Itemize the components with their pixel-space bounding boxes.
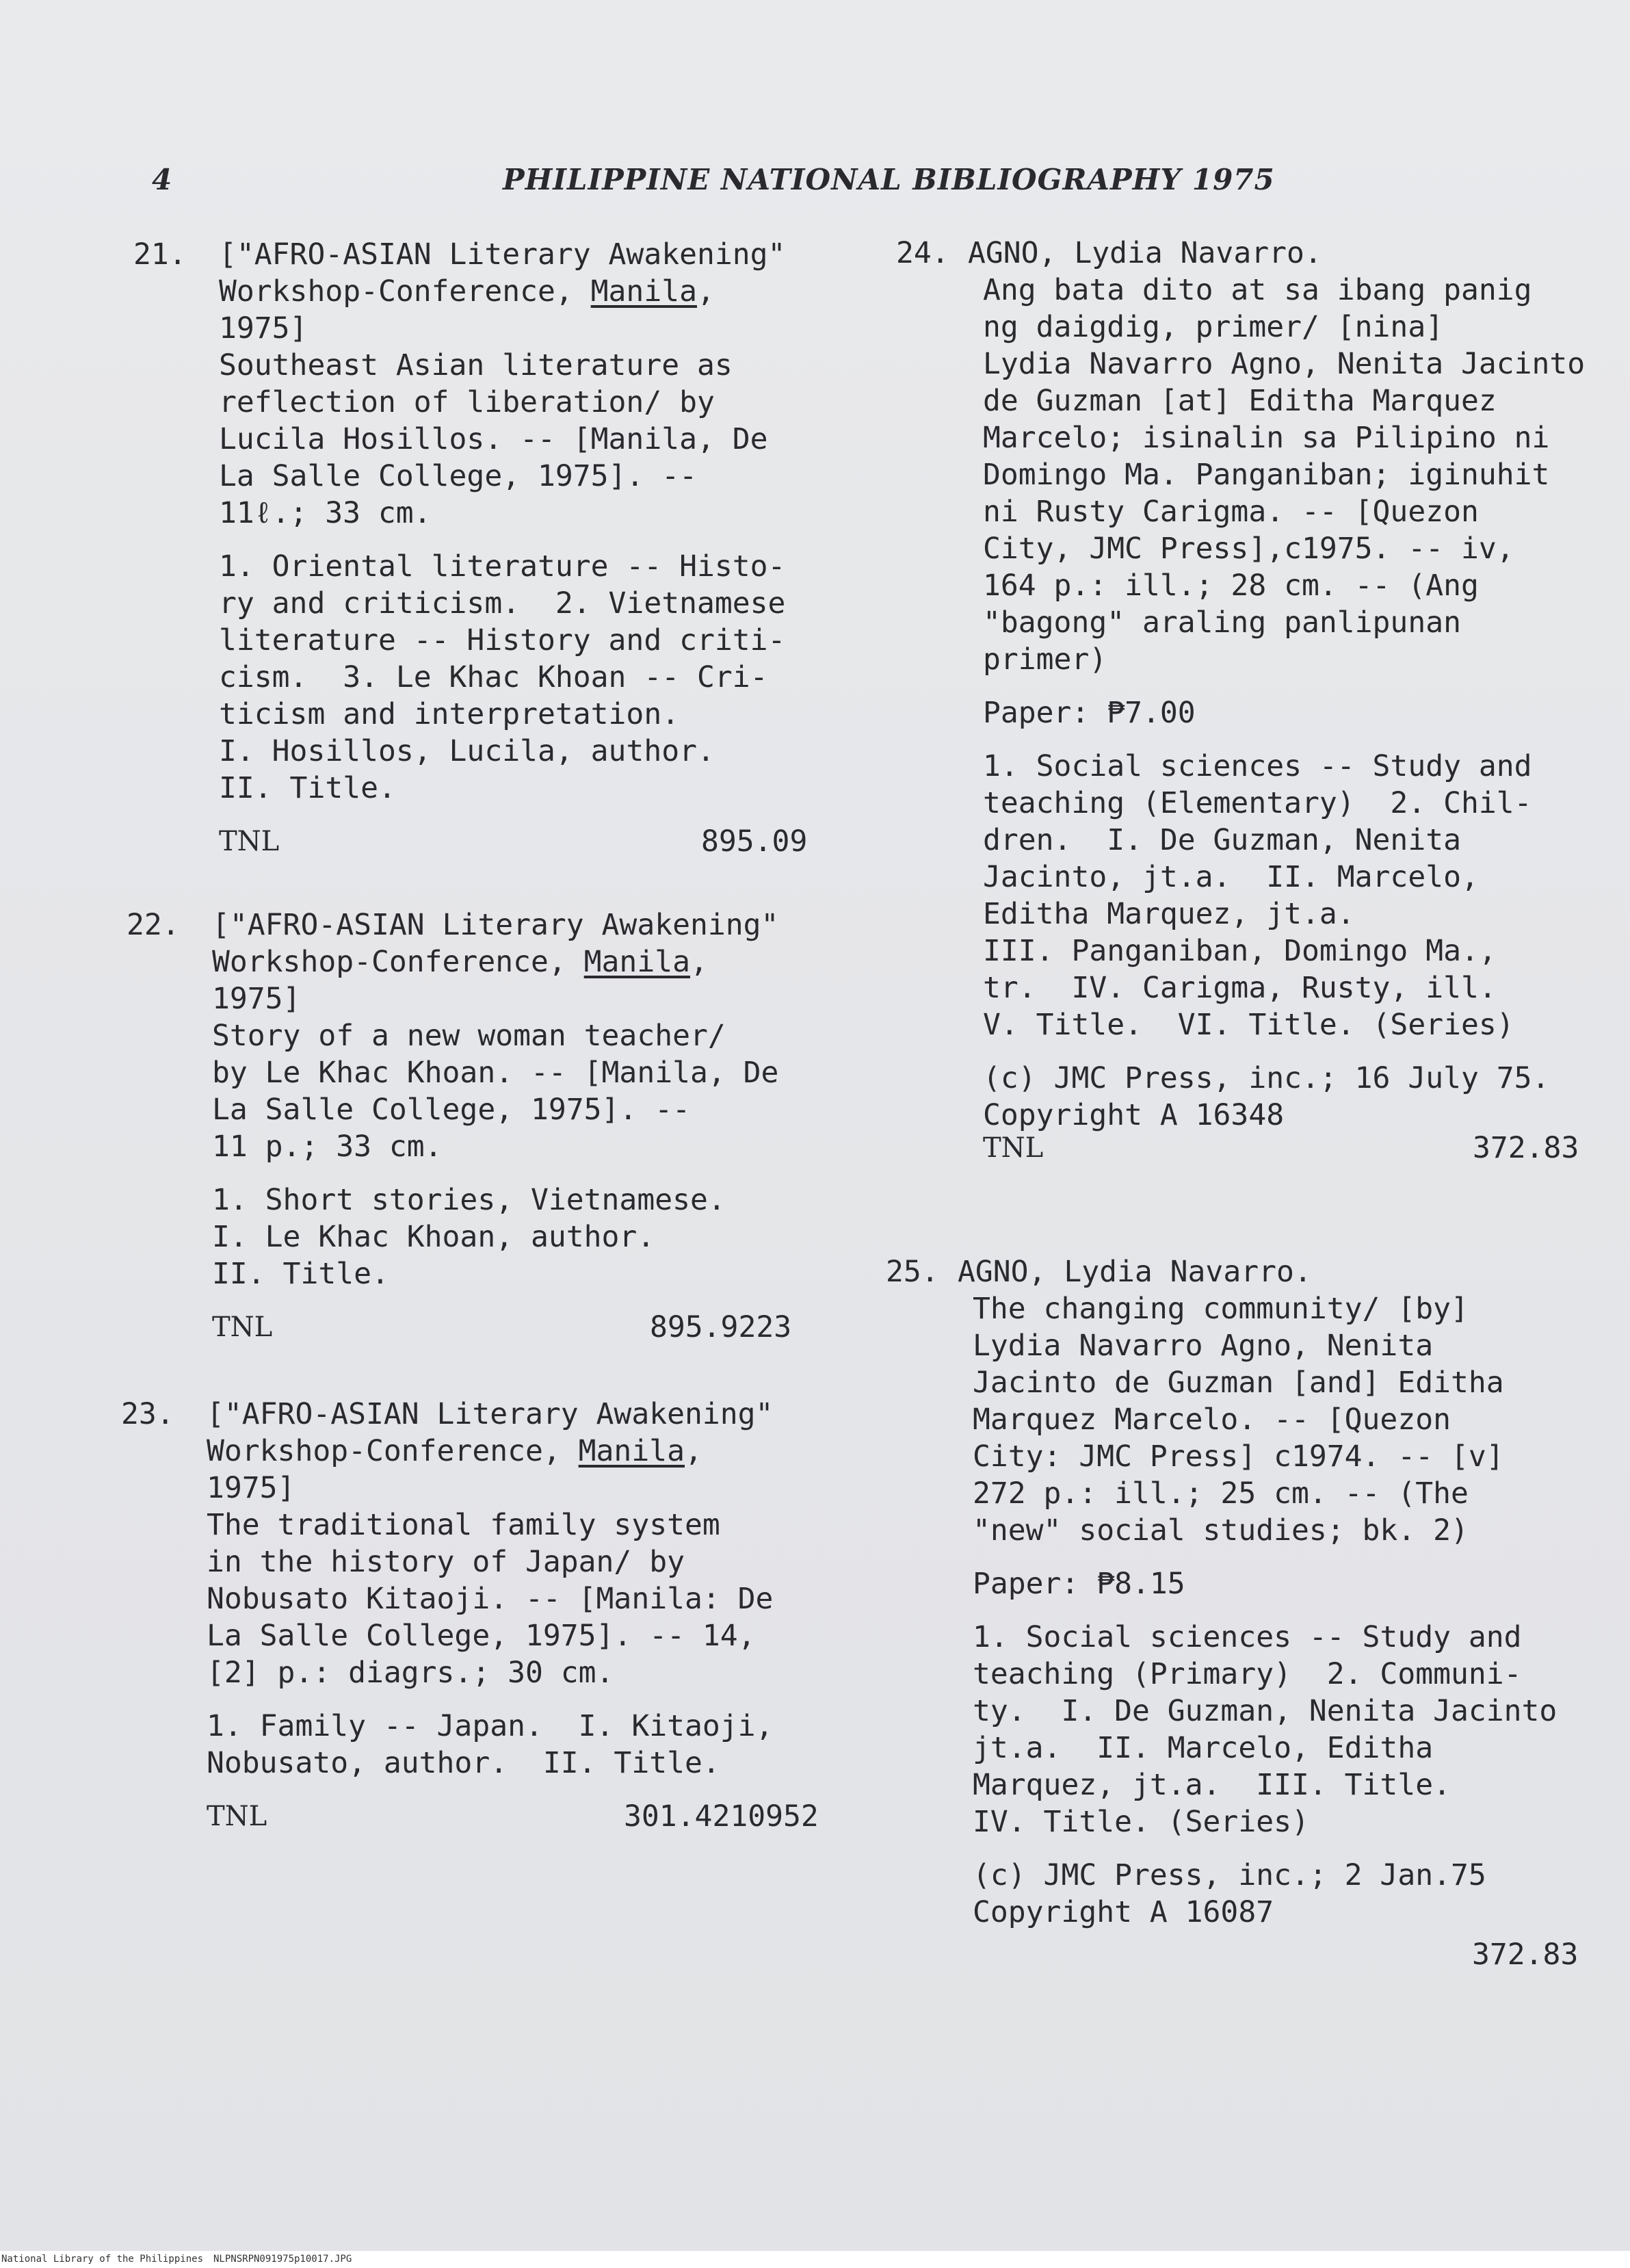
subject-line: I. Le Khac Khoan, author. <box>212 1220 655 1254</box>
call-number: 372.83 <box>1472 1938 1579 1972</box>
entry-line: Southeast Asian literature as <box>219 348 733 382</box>
copyright-line: (c) JMC Press, inc.; 2 Jan.75 <box>973 1858 1486 1892</box>
entry-line: The changing community/ [by] <box>973 1292 1469 1326</box>
subject-line: 1. Short stories, Vietnamese. <box>212 1183 726 1217</box>
subject-line: V. Title. VI. Title. (Series) <box>983 1008 1514 1042</box>
entry-line: AGNO, Lydia Navarro. <box>958 1255 1312 1289</box>
entry-line: Lucila Hosillos. -- [Manila, De <box>219 422 768 456</box>
subject-line: cism. 3. Le Khac Khoan -- Cri- <box>219 660 768 694</box>
entry-number: 21. <box>133 237 187 272</box>
price-line: Paper: ₱7.00 <box>983 696 1196 730</box>
subject-line: teaching (Elementary) 2. Chil- <box>983 786 1532 820</box>
entry-line: 1975] <box>207 1471 295 1505</box>
underlined-place: Manila <box>578 1434 685 1468</box>
subject-line: jt.a. II. Marcelo, Editha <box>973 1731 1434 1765</box>
copyright-line: (c) JMC Press, inc.; 16 July 75. <box>983 1061 1550 1095</box>
subject-line: dren. I. De Guzman, Nenita <box>983 823 1461 857</box>
entry-line: ["AFRO-ASIAN Literary Awakening" <box>212 908 779 942</box>
subject-line: 1. Social sciences -- Study and <box>973 1620 1522 1654</box>
underlined-place: Manila <box>590 274 697 309</box>
library-code: TNL <box>983 1132 1044 1164</box>
call-number: 895.09 <box>701 824 808 859</box>
entry-line: [2] p.: diagrs.; 30 cm. <box>207 1656 614 1690</box>
entry-line: 1975] <box>219 311 308 346</box>
entry-line: Domingo Ma. Panganiban; iginuhit <box>983 458 1550 492</box>
subject-line: 1. Oriental literature -- Histo- <box>219 549 786 584</box>
subject-line: 1. Family -- Japan. I. Kitaoji, <box>207 1709 774 1743</box>
page-number: 4 <box>152 163 172 196</box>
entry-line: Story of a new woman teacher/ <box>212 1019 726 1053</box>
entry-line: The traditional family system <box>207 1508 720 1542</box>
entry-line: 11 p.; 33 cm. <box>212 1130 443 1164</box>
subject-line: I. Hosillos, Lucila, author. <box>219 734 715 768</box>
subject-line: ry and criticism. 2. Vietnamese <box>219 586 786 621</box>
entry-line: in the history of Japan/ by <box>207 1545 685 1579</box>
entry-line: Nobusato Kitaoji. -- [Manila: De <box>207 1582 774 1616</box>
entry-line: by Le Khac Khoan. -- [Manila, De <box>212 1056 779 1090</box>
entry-line: La Salle College, 1975]. -- <box>212 1093 690 1127</box>
subject-line: 1. Social sciences -- Study and <box>983 749 1532 783</box>
underlined-place: Manila <box>583 945 690 979</box>
entry-line: Marquez Marcelo. -- [Quezon <box>973 1403 1451 1437</box>
entry-line: ["AFRO-ASIAN Literary Awakening" <box>219 237 786 272</box>
entry-line: La Salle College, 1975]. -- 14, <box>207 1619 756 1653</box>
subject-line: teaching (Primary) 2. Communi- <box>973 1657 1522 1691</box>
entry-line: Lydia Navarro Agno, Nenita <box>973 1329 1434 1363</box>
library-code: TNL <box>219 826 280 857</box>
subject-line: II. Title. <box>219 771 396 805</box>
entry-line: de Guzman [at] Editha Marquez <box>983 384 1497 418</box>
entry-line: 164 p.: ill.; 28 cm. -- (Ang <box>983 569 1479 603</box>
entry-number: 22. <box>127 908 180 942</box>
copyright-line: Copyright A 16087 <box>973 1895 1274 1929</box>
copyright-line: Copyright A 16348 <box>983 1098 1285 1132</box>
entry-line: 1975] <box>212 982 301 1016</box>
entry-line: 272 p.: ill.; 25 cm. -- (The <box>973 1476 1469 1511</box>
entry-line: AGNO, Lydia Navarro. <box>968 236 1322 270</box>
left-column <box>121 0 852 2251</box>
call-number: 301.4210952 <box>624 1799 819 1834</box>
entry-number: 24. <box>896 236 949 270</box>
entry-line: Lydia Navarro Agno, Nenita Jacinto <box>983 347 1586 381</box>
subject-line: tr. IV. Carigma, Rusty, ill. <box>983 971 1497 1005</box>
price-line: Paper: ₱8.15 <box>973 1567 1185 1601</box>
entry-line: primer) <box>983 642 1107 677</box>
entry-line: Jacinto de Guzman [and] Editha <box>973 1366 1504 1400</box>
subject-line: IV. Title. (Series) <box>973 1805 1309 1839</box>
entry-line: Workshop-Conference, Manila, <box>212 945 708 979</box>
subject-line: II. Title. <box>212 1257 389 1291</box>
entry-line: La Salle College, 1975]. -- <box>219 459 697 493</box>
entry-line: reflection of liberation/ by <box>219 385 715 419</box>
subject-line: Marquez, jt.a. III. Title. <box>973 1768 1451 1802</box>
entry-line: "bagong" araling panlipunan <box>983 605 1461 640</box>
subject-line: Nobusato, author. II. Title. <box>207 1746 720 1780</box>
subject-line: ty. I. De Guzman, Nenita Jacinto <box>973 1694 1557 1728</box>
entry-line: Ang bata dito at sa ibang panig <box>983 273 1532 307</box>
entry-line: ng daigdig, primer/ [nina] <box>983 310 1444 344</box>
library-code: TNL <box>207 1801 267 1832</box>
footer-filename: NLPNSRPN091975p10017.JPG <box>213 2254 352 2265</box>
entry-number: 23. <box>121 1397 174 1431</box>
subject-line: III. Panganiban, Domingo Ma., <box>983 934 1497 968</box>
entry-line: Marcelo; isinalin sa Pilipino ni <box>983 421 1550 455</box>
call-number: 895.9223 <box>650 1310 792 1344</box>
entry-line <box>219 273 834 310</box>
entry-number: 25. <box>886 1255 939 1289</box>
subject-line: literature -- History and criti- <box>219 623 786 657</box>
entry-line: City: JMC Press] c1974. -- [v] <box>973 1439 1504 1474</box>
entry-line: 11ℓ.; 33 cm. <box>219 496 432 530</box>
running-title: PHILIPPINE NATIONAL BIBLIOGRAPHY 1975 <box>503 163 1275 196</box>
subject-line: Jacinto, jt.a. II. Marcelo, <box>983 860 1479 894</box>
entry-line: ["AFRO-ASIAN Literary Awakening" <box>207 1397 774 1431</box>
scan-footer <box>0 2251 1630 2268</box>
footer-source: National Library of the Philippines <box>1 2254 204 2265</box>
library-code: TNL <box>212 1312 273 1343</box>
subject-line: ticism and interpretation. <box>219 697 680 731</box>
entry-line: Workshop-Conference, Manila, <box>207 1434 702 1468</box>
call-number: 372.83 <box>1473 1131 1579 1165</box>
entry-line-text: Workshop-Conference, Manila, <box>219 274 715 309</box>
entry-line: "new" social studies; bk. 2) <box>973 1513 1469 1548</box>
entry-line: ni Rusty Carigma. -- [Quezon <box>983 495 1479 529</box>
subject-line: Editha Marquez, jt.a. <box>983 897 1355 931</box>
entry-line: City, JMC Press],c1975. -- iv, <box>983 532 1514 566</box>
